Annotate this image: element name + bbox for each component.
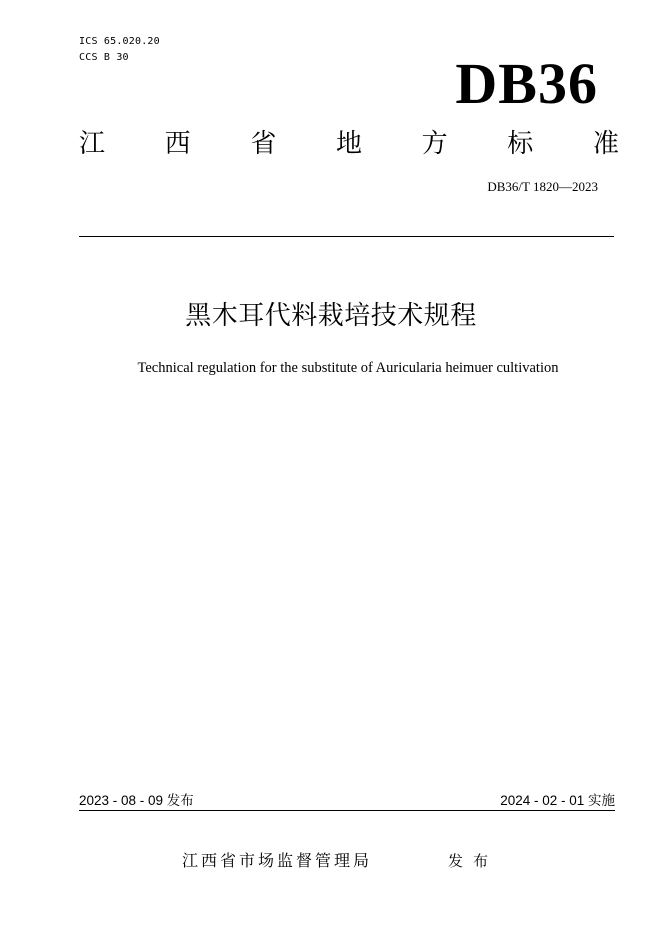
standard-type-char: 准: [592, 129, 619, 159]
standard-type-char: 江: [79, 129, 106, 159]
footer-divider: [79, 810, 615, 811]
standard-type-char: 方: [421, 129, 448, 159]
standard-type: [79, 126, 619, 162]
date-row: [79, 792, 615, 810]
standard-type-char: 西: [164, 129, 191, 159]
english-title: Technical regulation for the substitute of Auricularia heimuer cultivation: [137, 360, 559, 376]
ics-code: ICS 65.020.20: [79, 36, 160, 47]
implementation-date: 2024 - 02 - 01 实施: [500, 793, 615, 808]
chinese-title: 黑木耳代料栽培技术规程: [185, 301, 477, 331]
db-mark: DB36: [455, 51, 598, 116]
standard-type-char: 地: [335, 129, 362, 159]
classification-codes: [79, 34, 160, 66]
issuing-authority: 江西省市场监督管理局: [182, 851, 373, 870]
release-date: 2023 - 08 - 09 发布: [79, 793, 194, 808]
standard-type-char: 标: [507, 129, 534, 159]
standard-number: DB36/T 1820—2023: [487, 179, 598, 194]
standard-type-char: 省: [250, 129, 277, 159]
header-divider: [79, 236, 614, 237]
issue-label: 发布: [448, 852, 499, 870]
ccs-code: CCS B 30: [79, 52, 129, 63]
